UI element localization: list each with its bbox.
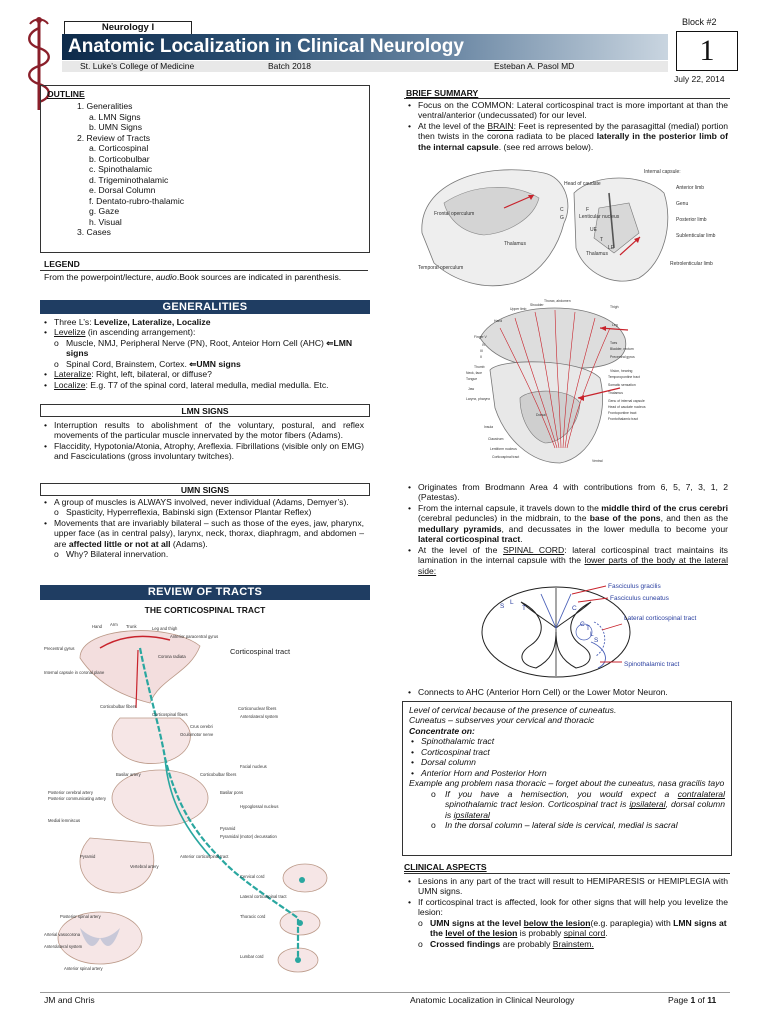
department-label: Neurology I	[64, 21, 192, 34]
diagram-label: Frontothalamic tract	[608, 417, 638, 421]
diagram-label: Larynx, pharynx	[466, 397, 491, 401]
diagram-label: Facial nucleus	[240, 764, 267, 769]
diagram-label: Corticospinal fibers	[152, 712, 188, 717]
diagram-label: Posterior spinal artery	[60, 914, 101, 919]
note-line: Cuneatus – subserves your cervical and thoracic	[409, 715, 595, 726]
diagram-label: Lentiform nucleus	[490, 447, 517, 451]
diagram-label: UE	[590, 227, 597, 233]
outline-item: b. Corticobulbar	[89, 153, 150, 164]
list-item: • Lesions in any part of the tract will result to HEMIPARESIS or HEMIPLEGIA with UMN signs.	[406, 876, 728, 897]
diagram-label: T	[600, 237, 604, 243]
diagram-label: Claustrum	[488, 437, 504, 441]
outline-item: e. Dorsal Column	[89, 185, 156, 196]
diagram-label: Jaw	[468, 387, 475, 391]
legend-heading: LEGEND	[44, 259, 80, 269]
generalities-list	[42, 317, 364, 390]
list-item: o Why? Bilateral innervation.	[42, 549, 364, 559]
diagram-label: Spinothalamic tract	[624, 661, 680, 668]
diagram-label: Retrolenticular limb	[670, 261, 713, 267]
internal-capsule-diagram	[414, 163, 726, 295]
outline-box	[40, 85, 370, 253]
list-item: • Originates from Brodmann Area 4 with contributions from 6, 5, 7, 3, 1, 2 (Patestas).	[406, 482, 728, 503]
note-bullet: • Spinothalamic tract	[409, 736, 725, 746]
diagram-label: Fasciculus cuneatus	[610, 595, 669, 602]
umn-signs-list	[42, 497, 364, 560]
legend-text: From the powerpoint/lecture, audio.Book sources are indicated in parenthesis.	[44, 272, 342, 282]
corticospinal-tract-subheading: THE CORTICOSPINAL TRACT	[144, 605, 266, 615]
block-label: Block #2	[682, 17, 717, 27]
diagram-label: Corticospinal tract	[492, 455, 520, 459]
diagram-label: Upper limb	[510, 307, 527, 311]
diagram-label: C	[560, 207, 564, 213]
note-sub-bullet: o In the dorsal column – lateral side is cervical, medial is sacral	[409, 820, 725, 830]
diagram-label: F	[586, 207, 590, 213]
footer-title: Anatomic Localization in Clinical Neurology	[410, 995, 575, 1005]
diagram-label: Tongue	[466, 377, 478, 381]
diagram-label: C	[572, 605, 577, 612]
diagram-label: LE	[608, 245, 615, 251]
diagram-label: Pyramid	[220, 826, 236, 831]
diagram-label: Arterial vasocorona	[44, 932, 81, 937]
outline-item: b. UMN Signs	[89, 122, 143, 133]
diagram-label: Lenticular nucleus	[579, 214, 620, 220]
diagram-label: Insula	[484, 425, 494, 429]
diagram-label: Lateral corticospinal tract	[240, 894, 287, 899]
list-item: o Spinal Cord, Brainstem, Cortex. ⇐UMN signs	[42, 359, 364, 369]
diagram-label: Hypoglossal nucleus	[240, 804, 279, 809]
diagram-label: III	[480, 349, 483, 353]
diagram-label: Basilar pons	[220, 790, 244, 795]
diagram-label: Thalamus	[608, 391, 623, 395]
batch-label: Batch 2018	[268, 61, 312, 71]
list-item: • At the level of the SPINAL CORD: lateral corticospinal tract maintains its lamination in the internal capsule with the lower parts of the body at the lateral side:	[406, 545, 728, 576]
college-name: St. Luke’s College of Medicine	[80, 61, 195, 71]
diagram-label: Shoulder	[530, 303, 544, 307]
diagram-label: Thoracic cord	[240, 914, 266, 919]
brief-summary-heading: BRIEF SUMMARY	[406, 88, 479, 98]
list-item: • A group of muscles is ALWAYS involved, never individual (Adams, Demyer’s).	[42, 497, 364, 507]
diagram-label: Hand	[494, 319, 503, 323]
outline-item: 1. Generalities	[77, 101, 133, 112]
diagram-label: Oculomotor nerve	[180, 732, 214, 737]
lmn-signs-heading: LMN SIGNS	[40, 404, 370, 417]
list-item: o Muscle, NMJ, Peripheral Nerve (PN), Root, Anteior Horn Cell (AHC) ⇐LMN signs	[42, 338, 364, 359]
list-item: • Interruption results to abolishment of the voluntary, postural, and reflex movements of the particular muscle innervated by the motor fibers (Adams).	[42, 420, 364, 441]
diagram-label: Frontal operculum	[434, 211, 475, 217]
motor-somatotopy-diagram	[460, 298, 646, 476]
diagram-label: Head of caudate	[564, 181, 601, 187]
diagram-label: Crus cerebri	[190, 724, 213, 729]
lecture-date: July 22, 2014	[674, 74, 725, 84]
diagram-label: Fasciculus gracilis	[608, 583, 661, 590]
note-sub-bullet: o If you have a hemisection, you would expect a contralateral spinothalamic tract lesion. Corticospinal tract is ipsilateral, dorsal column is ipsilateral	[409, 789, 725, 820]
diagram-label: Frontopontine tract	[608, 411, 637, 415]
outline-item: h. Visual	[89, 216, 122, 227]
diagram-label: Vision, hearing	[610, 369, 633, 373]
lecture-note-box	[402, 701, 732, 856]
diagram-label: Corticobulbar fibers	[200, 772, 237, 777]
diagram-label: Posterior limb	[676, 217, 707, 223]
outline-item: d. Trigeminothalamic	[89, 174, 169, 185]
list-item: • Flaccidity, Hypotonia/Atonia, Atrophy, Areflexia. Fibrillations (visible only on EMG) and Fasciculations (gross involuntary twitches).	[42, 441, 364, 462]
diagram-label: Thalamus	[504, 241, 526, 247]
brief-summary-list	[406, 100, 728, 152]
diagram-label: Lateral corticospinal tract	[624, 615, 697, 622]
diagram-label: C	[580, 621, 585, 628]
diagram-label: Bladder, rectum	[610, 347, 634, 351]
note-line: Concentrate on:	[409, 725, 475, 736]
list-item: • Connects to AHC (Anterior Horn Cell) or the Lower Motor Neuron.	[406, 687, 728, 697]
diagram-label: Internal capsule:	[644, 169, 681, 175]
diagram-title: Corticospinal tract	[230, 647, 291, 656]
clinical-aspects-heading: CLINICAL ASPECTS	[404, 862, 487, 872]
diagram-label: Pyramidal (motor) decussation	[220, 834, 277, 839]
outline-item: 3. Cases	[77, 227, 111, 238]
lecturer-name: Esteban A. Pasol MD	[494, 61, 575, 71]
note-bullet: • Corticospinal tract	[409, 747, 725, 757]
list-item: • Lateralize: Right, left, bilateral, or diffuse?	[42, 369, 364, 379]
spinal-cord-cross-section	[476, 580, 697, 684]
diagram-label: Temporal operculum	[418, 265, 464, 271]
outline-item: c. Spinothalamic	[89, 164, 153, 175]
diagram-label: Corona radiata	[158, 654, 186, 659]
diagram-label: Toes	[610, 341, 618, 345]
page-number: Page 1 of 11	[668, 995, 717, 1005]
diagram-label: Arm	[110, 622, 118, 627]
note-line: Example ang problem nasa thoracic – forget about the cuneatus, nasa gracilis tayo	[409, 778, 725, 789]
diagram-label: Posterior cerebral artery	[48, 790, 93, 795]
lmn-signs-list	[42, 420, 364, 462]
umn-signs-heading: UMN SIGNS	[40, 483, 370, 496]
diagram-label: Temporopontine tract	[608, 375, 640, 379]
list-item: o UMN signs at the level below the lesion(e.g. paraplegia) with LMN signs at the level of the lesion is probably spinal cord.	[406, 918, 728, 939]
diagram-label: IV	[482, 343, 486, 347]
note-line: Level of cervical because of the presence of cuneatus.	[409, 705, 617, 715]
list-item: • Localize: E.g. T7 of the spinal cord, lateral medulla, medial medulla. Etc.	[42, 380, 364, 390]
brief-summary-list-continued	[406, 482, 728, 576]
diagram-label: Lumbar cord	[240, 954, 264, 959]
diagram-label: Leg and thigh	[152, 626, 178, 631]
diagram-label: Internal capsule in coronal plane	[44, 670, 105, 675]
list-item: o Crossed findings are probably Brainstem.	[406, 939, 728, 949]
diagram-label: Leg	[612, 323, 618, 327]
diagram-label: Anterior corticospinal tract	[180, 854, 229, 859]
diagram-label: S	[500, 603, 505, 610]
list-item: • From the internal capsule, it travels down to the middle third of the crus cerebri (cerebral peduncles) in the midbrain, to the base of the pons, and then as the medullary pyramids, and decussates in the lower medulla to become your lateral corticospinal tract.	[406, 503, 728, 545]
diagram-label: Trunk	[126, 624, 137, 629]
outline-item: f. Dentato-rubro-thalamic	[89, 195, 185, 206]
note-bullet: • Dorsal column	[409, 757, 725, 767]
diagram-label: Finger V	[474, 335, 487, 339]
outline-item: g. Gaze	[89, 206, 120, 217]
diagram-label: Genu	[676, 201, 689, 207]
diagram-label: Vertebral artery	[130, 864, 159, 869]
diagram-label: Anterior paracentral gyrus	[170, 634, 219, 639]
diagram-label: Sublenticular limb	[676, 233, 716, 239]
list-item: o Spasticity, Hyperreflexia, Babinski sign (Extensor Plantar Reflex)	[42, 507, 364, 517]
diagram-label: Medial lemniscus	[48, 818, 81, 823]
diagram-label: Anterior spinal artery	[64, 966, 103, 971]
diagram-label: T	[586, 625, 590, 632]
diagram-label: Corticobulbar fibers	[100, 704, 137, 709]
corticospinal-tract-diagram	[40, 618, 370, 980]
brief-summary-divider	[404, 98, 730, 99]
diagram-label: Corticonuclear fibers	[238, 706, 277, 711]
diagram-label: Somatic sensation	[608, 383, 636, 387]
diagram-label: Precentral gyrus	[44, 646, 75, 651]
list-item: • Three L’s: Levelize, Lateralize, Localize	[42, 317, 364, 327]
lecture-number: 1	[676, 31, 738, 71]
diagram-label: Cervical cord	[240, 874, 265, 879]
clinical-aspects-list	[406, 876, 728, 949]
diagram-label: Head of caudate nucleus	[608, 405, 646, 409]
diagram-label: G	[560, 215, 564, 221]
diagram-label: Posterior communicating artery	[48, 796, 106, 801]
diagram-label: II	[480, 355, 482, 359]
diagram-label: S	[594, 637, 599, 644]
diagram-label: Thorax, abdomen	[544, 299, 571, 303]
diagram-label: T	[522, 605, 526, 612]
list-item: • Focus on the COMMON: Lateral corticospinal tract is more important at than the ventral/anterior (undecussated) for our level.	[406, 100, 728, 121]
review-of-tracts-heading: REVIEW OF TRACTS	[40, 585, 370, 600]
outline-heading: OUTLINE	[47, 89, 85, 99]
diagram-label: L	[510, 599, 514, 606]
connection-note	[406, 687, 728, 697]
diagram-label: Precentral gyrus	[610, 355, 635, 359]
note-bullet: • Anterior Horn and Posterior Horn	[409, 768, 725, 778]
diagram-label: Pyramid	[80, 854, 96, 859]
clinical-aspects-divider	[404, 873, 730, 874]
diagram-label: Basilar artery	[116, 772, 141, 777]
list-item: • If corticospinal tract is affected, look for other signs that will help you levelize the lesion:	[406, 897, 728, 918]
diagram-label: Genu of internal capsule	[608, 399, 645, 403]
list-item: • Levelize (in ascending arrangement):	[42, 327, 364, 337]
footer-authors: JM and Chris	[44, 995, 95, 1005]
outline-item: a. LMN Signs	[89, 111, 141, 122]
diagram-label: Thumb	[474, 365, 485, 369]
diagram-label: Thalamus	[586, 251, 608, 257]
diagram-label: Hand	[92, 624, 103, 629]
list-item: • At the level of the BRAIN: Feet is represented by the parasagittal (medial) portion then twists in the corona radiata to be placed laterally in the posterior limb of the internal capsule. (see red arrows below).	[406, 121, 728, 152]
legend-divider	[40, 270, 368, 271]
diagram-label: Neck, face	[466, 371, 483, 375]
diagram-label: Thigh	[610, 305, 619, 309]
footer-divider	[40, 992, 730, 993]
outline-list	[47, 101, 363, 237]
outline-item: 2. Review of Tracts	[77, 132, 151, 143]
generalities-heading: GENERALITIES	[40, 300, 370, 314]
diagram-label: Anterior limb	[676, 185, 705, 191]
outline-item: a. Corticospinal	[89, 143, 149, 154]
diagram-label: Dorsal	[536, 413, 546, 417]
page-title: Anatomic Localization in Clinical Neurology	[68, 36, 464, 57]
diagram-label: Anterolateral system	[240, 714, 279, 719]
diagram-label: Ventral	[592, 459, 603, 463]
diagram-label: Anterolateral system	[44, 944, 83, 949]
list-item: • Movements that are invariably bilateral – such as those of the eyes, jaw, pharynx, upper face (as in central palsy), larynx, neck, thorax, diaphragm, and abdomen – are affected little or not at all (Adams).	[42, 518, 364, 549]
diagram-label: L	[590, 631, 594, 638]
